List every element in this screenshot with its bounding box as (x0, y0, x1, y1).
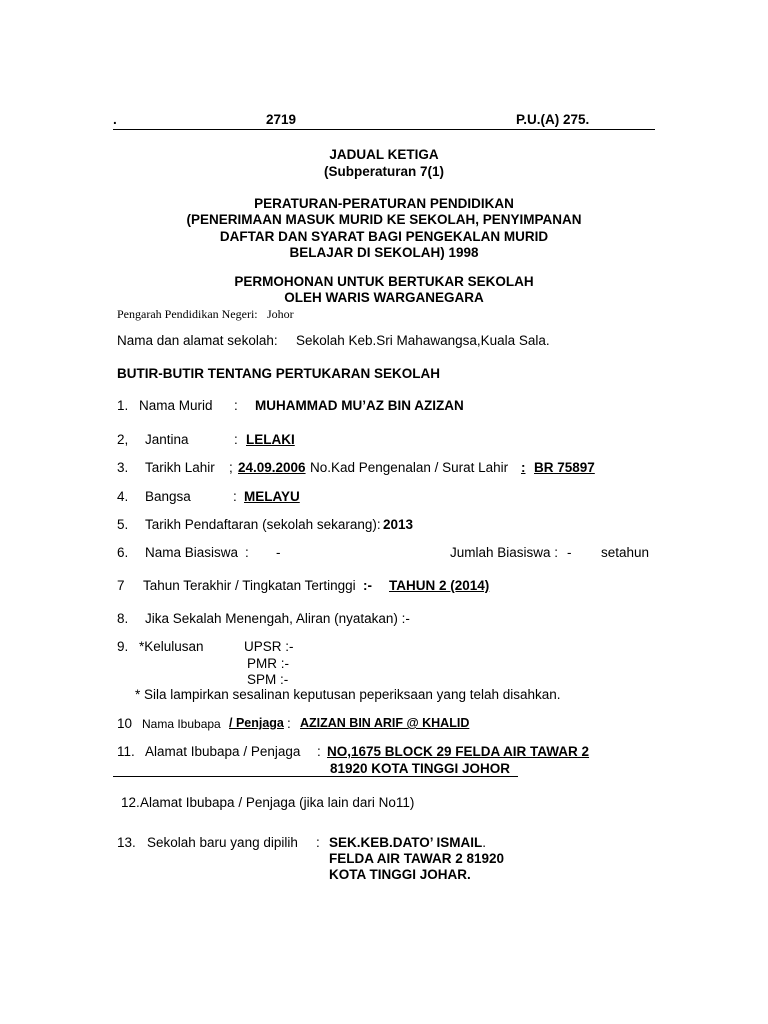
regulation-title-line-4: BELAJAR DI SEKOLAH) 1998 (289, 245, 479, 260)
school-value: Sekolah Keb.Sri Mahawangsa,Kuala Sala. (296, 333, 550, 348)
field-8-number: 8. (117, 611, 129, 626)
field-2-number: 2, (117, 432, 129, 447)
field-1-label: Nama Murid (139, 398, 213, 413)
school-label: Nama dan alamat sekolah: (117, 333, 278, 348)
field-10-separator: : (287, 716, 291, 731)
field-7-separator: :- (363, 578, 372, 593)
ic-separator: : (521, 460, 526, 475)
field-3-label: Tarikh Lahir (145, 460, 215, 475)
parent-address-line-1: NO,1675 BLOCK 29 FELDA AIR TAWAR 2 (327, 744, 590, 759)
exam-spm: SPM :- (247, 672, 289, 687)
field-9-label: *Kelulusan (139, 639, 204, 654)
field-8-label: Jika Sekalah Menengah, Aliran (nyatakan) :- (145, 611, 410, 626)
field-6-number: 6. (117, 545, 129, 560)
field-5-number: 5. (117, 517, 129, 532)
header-rule (113, 129, 655, 130)
field-13-label: Sekolah baru yang dipilih (147, 835, 298, 850)
new-school-name-tail: . (482, 835, 487, 850)
new-school-line-2: FELDA AIR TAWAR 2 81920 (329, 851, 505, 866)
parent-name-value: AZIZAN BIN ARIF @ KHALID (300, 716, 470, 730)
field-5-label: Tarikh Pendaftaran (sekolah sekarang): (145, 517, 381, 532)
birth-date-value: 24.09.2006 (238, 460, 306, 475)
field-1-separator: : (234, 398, 238, 413)
race-value: MELAYU (244, 489, 300, 504)
application-title-line-1: PERMOHONAN UNTUK BERTUKAR SEKOLAH (234, 274, 534, 289)
field-10-label: Nama Ibubapa (142, 717, 221, 731)
field-3-separator: ; (229, 460, 233, 475)
student-name-value: MUHAMMAD MU’AZ BIN AZIZAN (255, 398, 464, 413)
regulation-title-line-3: DAFTAR DAN SYARAT BAGI PENGEKALAN MURID (219, 229, 549, 244)
field-9-number: 9. (117, 639, 129, 654)
new-school-line-1 (329, 835, 486, 850)
scholarship-name-value: - (276, 545, 281, 560)
schedule-title: JADUAL KETIGA (329, 147, 439, 162)
field-7-label: Tahun Terakhir / Tingkatan Tertinggi (143, 578, 356, 593)
field-6-label: Nama Biasiswa (145, 545, 239, 560)
exam-pmr: PMR :- (247, 656, 289, 671)
field-4-number: 4. (117, 489, 129, 504)
parent-address-line-2: 81920 KOTA TINGGI JOHOR (330, 761, 511, 776)
registration-year-value: 2013 (383, 517, 414, 532)
exam-upsr: UPSR :- (244, 639, 294, 654)
ic-value: BR 75897 (534, 460, 595, 475)
field-4-label: Bangsa (145, 489, 191, 504)
scholarship-amount-label: Jumlah Biasiswa : (450, 545, 559, 560)
field-13-separator: : (316, 835, 320, 850)
field-4-separator: : (233, 489, 237, 504)
last-grade-value: TAHUN 2 (2014) (389, 578, 490, 593)
field-1-number: 1. (117, 398, 129, 413)
field-12-label: Alamat Ibubapa / Penjaga (jika lain dari No11) (140, 795, 415, 810)
new-school-line-3: KOTA TINGGI JOHAR. (329, 867, 471, 882)
section-heading: BUTIR-BUTIR TENTANG PERTUKARAN SEKOLAH (117, 366, 440, 381)
field-7-number: 7 (117, 578, 125, 593)
field-11-separator: : (317, 744, 321, 759)
field-13-number: 13. (117, 835, 136, 850)
application-title-line-2: OLEH WARIS WARGANEGARA (284, 290, 484, 305)
regulation-title-line-2: (PENERIMAAN MASUK MURID KE SEKOLAH, PENYIMPANAN (186, 212, 582, 227)
field-10-label-guardian: / Penjaga (229, 716, 284, 730)
header-dot: . (113, 112, 117, 127)
field-12-number: 12. (121, 795, 140, 810)
scholarship-amount-value: - (567, 545, 572, 560)
address-underline (113, 776, 518, 777)
gazette-reference: P.U.(A) 275. (516, 112, 590, 127)
subregulation-title: (Subperaturan 7(1) (323, 164, 445, 179)
field-2-label: Jantina (145, 432, 189, 447)
regulation-title-line-1: PERATURAN-PERATURAN PENDIDIKAN (254, 196, 514, 211)
page-number: 2719 (266, 112, 297, 127)
exam-note: * Sila lampirkan sesalinan keputusan peperiksaan yang telah disahkan. (135, 687, 561, 702)
field-11-label: Alamat Ibubapa / Penjaga (145, 744, 301, 759)
new-school-name: SEK.KEB.DATO’ ISMAIL (329, 835, 483, 850)
field-2-separator: : (234, 432, 238, 447)
ic-label: No.Kad Pengenalan / Surat Lahir (310, 460, 509, 475)
field-3-number: 3. (117, 460, 129, 475)
field-11-number: 11. (117, 744, 135, 759)
field-10-number: 10 (117, 716, 133, 731)
field-6-separator: : (245, 545, 249, 560)
gender-value: LELAKI (246, 432, 295, 447)
state-director-label: Pengarah Pendidikan Negeri: (117, 307, 258, 321)
scholarship-unit: setahun (601, 545, 650, 560)
state-director-value: Johor (267, 307, 294, 321)
